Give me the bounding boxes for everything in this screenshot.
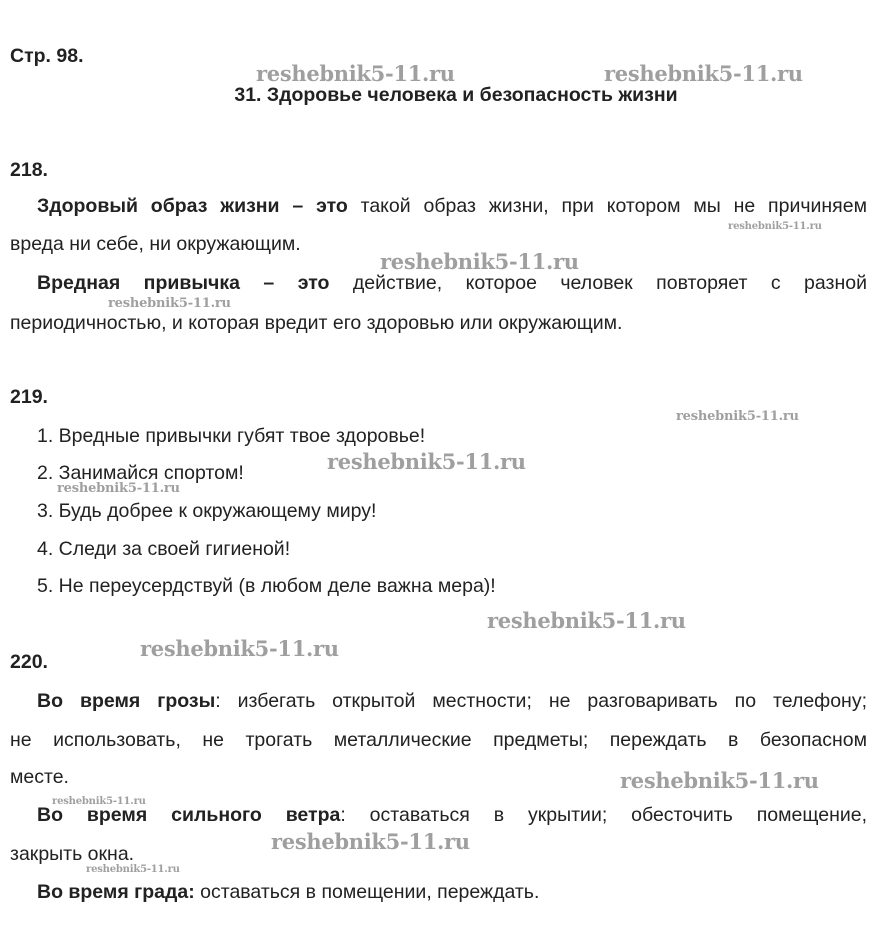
list-item: 2. Занимайся спортом! [37, 462, 244, 484]
advice-term: Во время града: [37, 881, 195, 903]
list-item: 3. Будь добрее к окружающему миру! [37, 500, 377, 522]
definition-term: Вредная привычка – это [37, 272, 330, 294]
watermark: reshebnik5-11.ru [487, 608, 686, 633]
watermark: reshebnik5-11.ru [256, 61, 455, 86]
task-number: 218. [10, 159, 48, 181]
definition-text: действие, которое человек повторяет с разной [329, 272, 867, 294]
list-item: 5. Не переусердствуй (в любом деле важна мера)! [37, 575, 496, 597]
page-label: Стр. 98. [10, 45, 84, 67]
advice-text: : оставаться в укрытии; обесточить помещение, [340, 804, 867, 826]
watermark: reshebnik5-11.ru [52, 796, 146, 807]
definition-text: такой образ жизни, при котором мы не причиняем [347, 195, 867, 217]
definition-text: вреда ни себе, ни окружающим. [10, 233, 301, 255]
definition-term: Здоровый образ жизни – это [37, 195, 348, 217]
watermark: reshebnik5-11.ru [86, 864, 180, 875]
watermark: reshebnik5-11.ru [676, 409, 799, 424]
advice-hail [37, 881, 539, 904]
definition-bad-habit [37, 272, 867, 295]
advice-text: не использовать, не трогать металлические предметы; переждать в безопасном [10, 729, 867, 751]
advice-text: оставаться в помещении, переждать. [194, 881, 540, 903]
watermark: reshebnik5-11.ru [327, 449, 526, 474]
advice-term: Во время грозы [37, 690, 216, 712]
list-item: 4. Следи за своей гигиеной! [37, 538, 291, 560]
watermark: reshebnik5-11.ru [728, 221, 822, 232]
definition-text: периодичностью, и которая вредит его здоровью или окружающим. [10, 312, 623, 334]
advice-wind [37, 804, 867, 827]
watermark: reshebnik5-11.ru [271, 829, 470, 854]
watermark: reshebnik5-11.ru [108, 296, 231, 311]
watermark: reshebnik5-11.ru [604, 61, 803, 86]
advice-storm [37, 690, 867, 713]
task-number: 219. [10, 386, 48, 408]
watermark: reshebnik5-11.ru [140, 636, 339, 661]
advice-text: : избегать открытой местности; не разговаривать по телефону; [215, 690, 867, 712]
section-title: 31. Здоровье человека и безопасность жизни [234, 84, 678, 106]
list-item: 1. Вредные привычки губят твое здоровье! [37, 425, 426, 447]
definition-healthy-lifestyle [37, 195, 867, 218]
watermark: reshebnik5-11.ru [57, 481, 180, 496]
advice-text: закрыть окна. [10, 843, 135, 865]
advice-term: Во время сильного ветра [37, 804, 341, 826]
watermark: reshebnik5-11.ru [620, 768, 819, 793]
advice-text: месте. [10, 766, 69, 788]
watermark: reshebnik5-11.ru [380, 249, 579, 274]
task-number: 220. [10, 651, 48, 673]
